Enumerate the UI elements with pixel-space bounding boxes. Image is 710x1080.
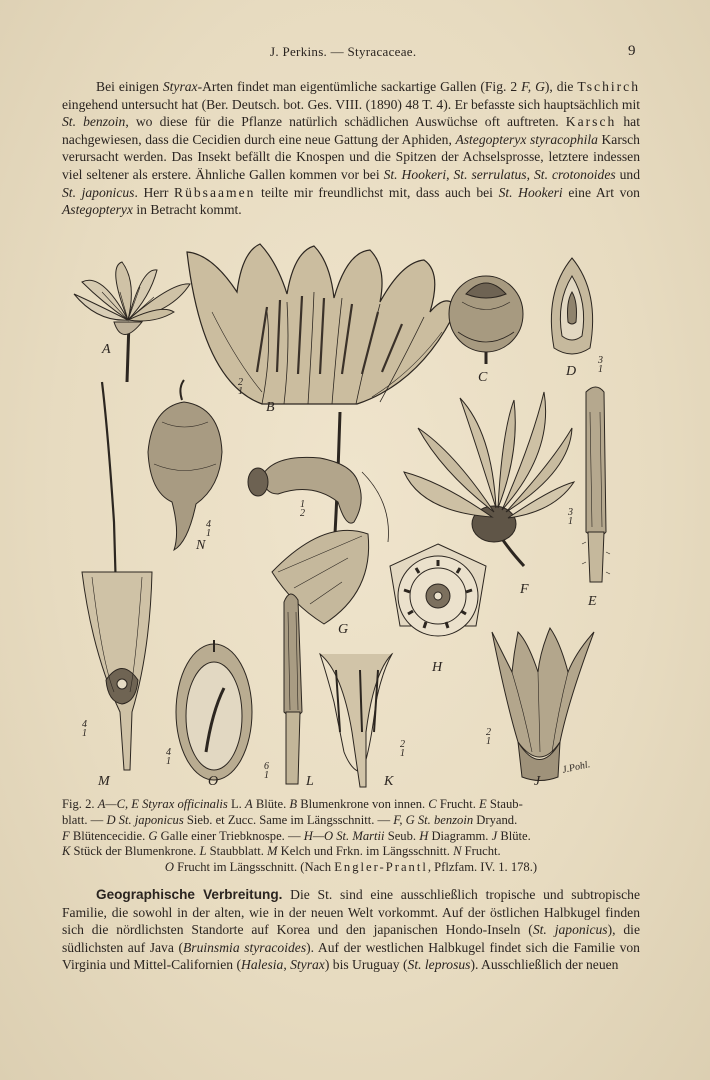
text-run: L. xyxy=(227,797,245,811)
drawing-a-flower xyxy=(74,262,190,382)
scale-denominator: 2 xyxy=(300,508,305,519)
text-run: Bei einigen xyxy=(96,79,163,94)
label-a: A xyxy=(102,342,111,357)
drawing-e-stamen xyxy=(582,387,610,582)
label-f: F xyxy=(520,582,529,597)
text-run: Dryand. xyxy=(473,812,518,827)
scale-m xyxy=(82,720,87,738)
scale-g xyxy=(300,500,305,518)
botanical-figure-plate xyxy=(62,232,640,792)
text-run: , wo diese für die Pflanze natürlich schädlichen Auswüchse oft auftreten. xyxy=(125,114,566,130)
label-b: B xyxy=(266,400,275,415)
scale-numerator: 3 xyxy=(598,355,603,366)
text-run: , Pflzfam. IV. 1. 178.) xyxy=(427,860,538,875)
figure-drawings xyxy=(62,232,640,792)
text-run: Seub. xyxy=(384,828,420,843)
drawing-k-corolla-piece xyxy=(320,654,392,787)
taxon-name: St. crotonoides xyxy=(534,166,616,182)
text-run: blatt. — xyxy=(62,812,107,827)
scale-k xyxy=(400,740,405,758)
figure-letter: H xyxy=(419,828,429,843)
figure-letter: O xyxy=(164,860,175,875)
author-name: Karsch xyxy=(565,114,617,130)
drawing-l-stamen xyxy=(284,594,302,784)
text-run: Frucht. xyxy=(461,844,501,859)
page-header xyxy=(0,42,710,62)
drawing-b-corolla xyxy=(187,244,457,404)
author-name: Engler-Prantl xyxy=(334,860,428,875)
taxon-name: Astegopteryx xyxy=(62,202,133,218)
taxon-name: St. leprosus xyxy=(407,957,471,973)
drawing-f-flower-gall xyxy=(404,392,574,566)
label-e: E xyxy=(588,594,597,609)
figure-caption xyxy=(62,797,640,876)
text-run: in Betracht kommt. xyxy=(132,202,242,218)
scale-numerator: 4 xyxy=(82,719,87,730)
text-run: Die St. sind eine ausschließlich tropische und subtropische Familie, die sowohl in der alten, wie in der neuen Welt vorkommt. Auf der östlichen Halbkugel finden sich die nördlichsten Standorte auf Korea und den japanischen Hondo-Inseln ( xyxy=(62,887,640,938)
scale-numerator: 2 xyxy=(486,727,491,738)
taxon-name: Halesia xyxy=(241,957,284,973)
text-run: Frucht im Längsschnitt. (Nach xyxy=(174,860,335,875)
text-run: Karsch verursacht werden. Das Insekt befällt die Knospen und die Spitzen der Achselsprosse, letztere indessen viel seltener als erstere. Ähnliche Gallen kommen vor bei xyxy=(62,131,640,182)
scale-denominator: 1 xyxy=(82,728,87,739)
figure-letter: J xyxy=(491,828,498,843)
taxon-name: St. japonicus xyxy=(62,184,135,200)
label-k: K xyxy=(384,774,394,789)
paragraph-distribution xyxy=(62,886,640,974)
label-o: O xyxy=(208,774,219,789)
scale-l xyxy=(264,762,269,780)
running-title: J. Perkins. — Styracaceae. xyxy=(270,44,417,59)
text-run: -Arten findet man eigentümliche sackartige Gallen (Fig. 2 xyxy=(197,79,522,94)
scale-denominator: 1 xyxy=(166,756,171,767)
text-run: Blüte. xyxy=(497,828,531,843)
text-run: ). Ausschließlich der neuen xyxy=(470,957,619,973)
label-h: H xyxy=(432,660,443,675)
scale-denominator: 1 xyxy=(264,770,269,781)
figure-letter: G xyxy=(148,828,158,843)
text-run: ) bis Uruguay ( xyxy=(324,957,408,973)
scale-numerator: 6 xyxy=(264,761,269,772)
taxon-name: A—C, E Styrax officinalis xyxy=(97,797,228,811)
text-run: ). Auf der westlichen Halbkugel findet sich die Familie von Virginia und Mittel-Californien ( xyxy=(62,939,640,973)
text-run: , xyxy=(283,957,291,973)
text-run: hat nachgewiesen, dass die Cecidien durch eine neue Gattung der Aphiden, xyxy=(62,114,640,147)
figure-letter: N xyxy=(453,844,462,859)
figure-letter: B xyxy=(289,797,298,811)
drawing-d-seed-section xyxy=(551,258,592,354)
text-run: eingehend untersucht hat (Ber. Deutsch. bot. Ges. VIII. (1890) 48 T. 4). Er befasste sich hauptsächlich mit xyxy=(62,96,640,112)
scale-denominator: 1 xyxy=(486,736,491,747)
scale-e xyxy=(568,508,573,526)
caption-line xyxy=(62,844,640,860)
figure-letter: F xyxy=(62,828,70,843)
text-run: eine Art von xyxy=(562,184,640,200)
taxon-name: F, G St. benzoin xyxy=(393,812,474,827)
taxon-name: Styrax xyxy=(162,79,198,94)
scale-denominator: 1 xyxy=(598,364,603,375)
label-d: D xyxy=(566,364,577,379)
scale-numerator: 4 xyxy=(206,519,211,530)
text-run: Staubblatt. xyxy=(206,844,267,859)
text-run: ), die xyxy=(544,79,578,94)
drawing-c-fruit xyxy=(449,276,523,364)
scale-denominator: 1 xyxy=(400,748,405,759)
taxon-name: St. serrulatus xyxy=(453,166,527,182)
figure-letter: K xyxy=(62,844,71,859)
scale-numerator: 3 xyxy=(568,507,573,518)
text-run: Stück der Blumenkrone. xyxy=(70,844,200,859)
text-run: . Herr xyxy=(134,184,174,200)
drawing-h-diagram xyxy=(390,544,486,636)
section-heading: Geographische Verbreitung. xyxy=(96,887,283,902)
taxon-name: H—O St. Martii xyxy=(303,828,385,843)
drawing-o-fruit-section xyxy=(176,640,252,780)
artist-signature: J.Pohl. xyxy=(561,759,592,776)
text-run: Blumenkrone von innen. xyxy=(297,797,429,811)
drawing-m-calyx-section xyxy=(82,382,152,770)
figure-letter: L xyxy=(199,844,207,859)
figure-letter: M xyxy=(267,844,278,859)
text-run: und xyxy=(615,166,641,182)
scale-j xyxy=(486,728,491,746)
text-run: ), die südlichsten auf Java ( xyxy=(62,922,640,955)
scale-numerator: 4 xyxy=(166,747,171,758)
text-run: Kelch und Frkn. im Längsschnitt. xyxy=(277,844,454,859)
taxon-name: St. Hookeri xyxy=(498,184,563,200)
author-name: Rübsaamen xyxy=(174,184,256,200)
scale-b xyxy=(238,378,243,396)
text-run: Sieb. et Zucc. Same im Längsschnitt. — xyxy=(183,812,394,827)
text-run: Blüte. xyxy=(252,797,290,811)
figure-letter: E xyxy=(479,797,487,811)
text-run: Diagramm. xyxy=(428,828,492,843)
figure-reference: F, G xyxy=(521,79,545,94)
scale-numerator: 2 xyxy=(400,739,405,750)
caption-line xyxy=(62,829,640,845)
scale-denominator: 1 xyxy=(568,516,573,527)
scale-denominator: 1 xyxy=(206,528,211,539)
text-run: Staub- xyxy=(486,797,523,811)
taxon-name: D St. japonicus xyxy=(106,812,184,827)
text-run: teilte mir freundlichst mit, dass auch bei xyxy=(255,184,499,200)
drawing-j-flower xyxy=(492,628,594,781)
text-run: , xyxy=(526,166,534,182)
label-j: J xyxy=(534,774,541,789)
label-g: G xyxy=(338,622,349,637)
taxon-name: Astegopteryx styracophila xyxy=(455,131,598,147)
scale-o xyxy=(166,748,171,766)
author-name: Tschirch xyxy=(577,79,640,94)
text-run: Galle einer Triebknospe. — xyxy=(157,828,304,843)
taxon-name: Bruinsmia styracoides xyxy=(182,939,307,955)
scale-denominator: 1 xyxy=(238,386,243,397)
label-l: L xyxy=(306,774,314,789)
scale-d xyxy=(598,356,603,374)
taxon-name: St. Hookeri xyxy=(383,166,447,182)
scale-numerator: 2 xyxy=(238,377,243,388)
taxon-name: St. japonicus xyxy=(532,922,608,938)
text-run: Fig. 2. xyxy=(62,797,98,811)
drawing-g-gall xyxy=(248,412,388,624)
scale-n xyxy=(206,520,211,538)
caption-line xyxy=(62,797,640,813)
figure-letter: A xyxy=(244,797,253,811)
text-run: Blütencecidie. xyxy=(69,828,149,843)
label-c: C xyxy=(478,370,488,385)
label-n: N xyxy=(196,538,206,553)
figure-letter: C xyxy=(428,797,437,811)
caption-line xyxy=(62,860,640,876)
text-run: Frucht. xyxy=(436,797,480,811)
taxon-name: Styrax xyxy=(290,957,325,973)
page-number: 9 xyxy=(628,43,636,59)
taxon-name: St. benzoin xyxy=(62,114,126,130)
caption-line xyxy=(62,813,640,829)
label-m: M xyxy=(98,774,110,789)
scale-numerator: 1 xyxy=(300,499,305,510)
text-run: , xyxy=(446,166,454,182)
paragraph-galls xyxy=(62,78,640,219)
